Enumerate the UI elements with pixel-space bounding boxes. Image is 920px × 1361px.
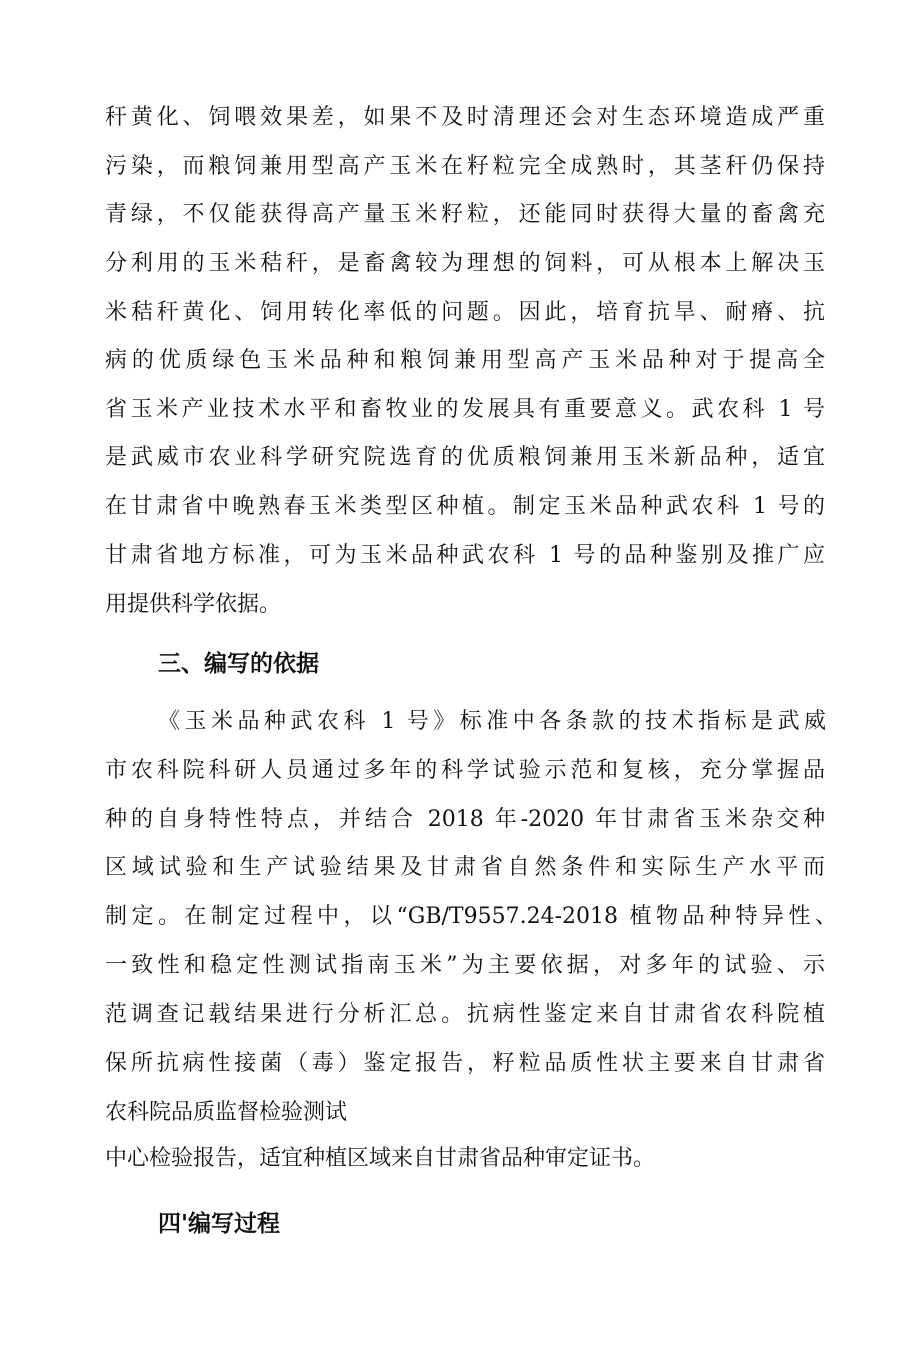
para1-line-7: 省玉米产业技术水平和畜牧业的发展具有重要意义。武农科 1 号 — [105, 397, 825, 422]
para1-line-6: 病的优质绿色玉米品种和粮饲兼用型高产玉米品种对于提高全 — [105, 348, 825, 373]
para2-line-6: 一致性和稳定性测试指南玉米”为主要依据，对多年的试验、示 — [105, 953, 825, 978]
para1-line-9: 在甘肃省中晚熟春玉米类型区种植。制定玉米品种武农科 1 号的 — [105, 494, 825, 519]
para1-line-1: 秆黄化、饲喂效果差，如果不及时清理还会对生态环境造成严重 — [105, 105, 825, 130]
section-heading-3: 三、编写的依据 — [158, 651, 319, 677]
para2-line-4: 区域试验和生产试验结果及甘肃省自然条件和实际生产水平而 — [105, 855, 825, 880]
para2-line-2: 市农科院科研人员通过多年的科学试验示范和复核，充分掌握品 — [105, 758, 825, 783]
para2-line-5: 制定。在制定过程中，以“GB/T9557.24-2018 植物品种特异性、 — [105, 904, 837, 929]
para2-line-7: 范调查记载结果进行分析汇总。抗病性鉴定来自甘肃省农科院植 — [105, 1002, 825, 1027]
para2-line-3: 种的自身特性特点，并结合 2018 年-2020 年甘肃省玉米杂交种 — [105, 807, 825, 832]
para2-line-8: 保所抗病性接菌（毒）鉴定报告，籽粒品质性状主要来自甘肃省 — [105, 1051, 825, 1076]
para2-line-10: 中心检验报告，适宜种植区域来自甘肃省品种审定证书。 — [105, 1146, 656, 1171]
section-heading-4: 四'编写过程 — [158, 1211, 281, 1237]
para1-line-8: 是武威市农业科学研究院选育的优质粮饲兼用玉米新品种，适宜 — [105, 445, 825, 470]
para1-line-3: 青绿，不仅能获得高产量玉米籽粒，还能同时获得大量的畜禽充 — [105, 202, 825, 227]
para1-line-4: 分利用的玉米秸秆，是畜禽较为理想的饲料，可从根本上解决玉 — [105, 251, 825, 276]
para2-line-1: 《玉米品种武农科 1 号》标准中各条款的技术指标是武威 — [158, 709, 826, 734]
para1-line-10: 甘肃省地方标准，可为玉米品种武农科 1 号的品种鉴别及推广应 — [105, 543, 825, 568]
para1-line-2: 污染，而粮饲兼用型高产玉米在籽粒完全成熟时，其茎秆仍保持 — [105, 154, 825, 179]
para1-line-5: 米秸秆黄化、饲用转化率低的问题。因此，培育抗旱、耐瘠、抗 — [105, 300, 825, 325]
para2-line-9: 农科院品质监督检验测试 — [105, 1100, 348, 1125]
para1-line-11: 用提供科学依据。 — [105, 592, 282, 617]
